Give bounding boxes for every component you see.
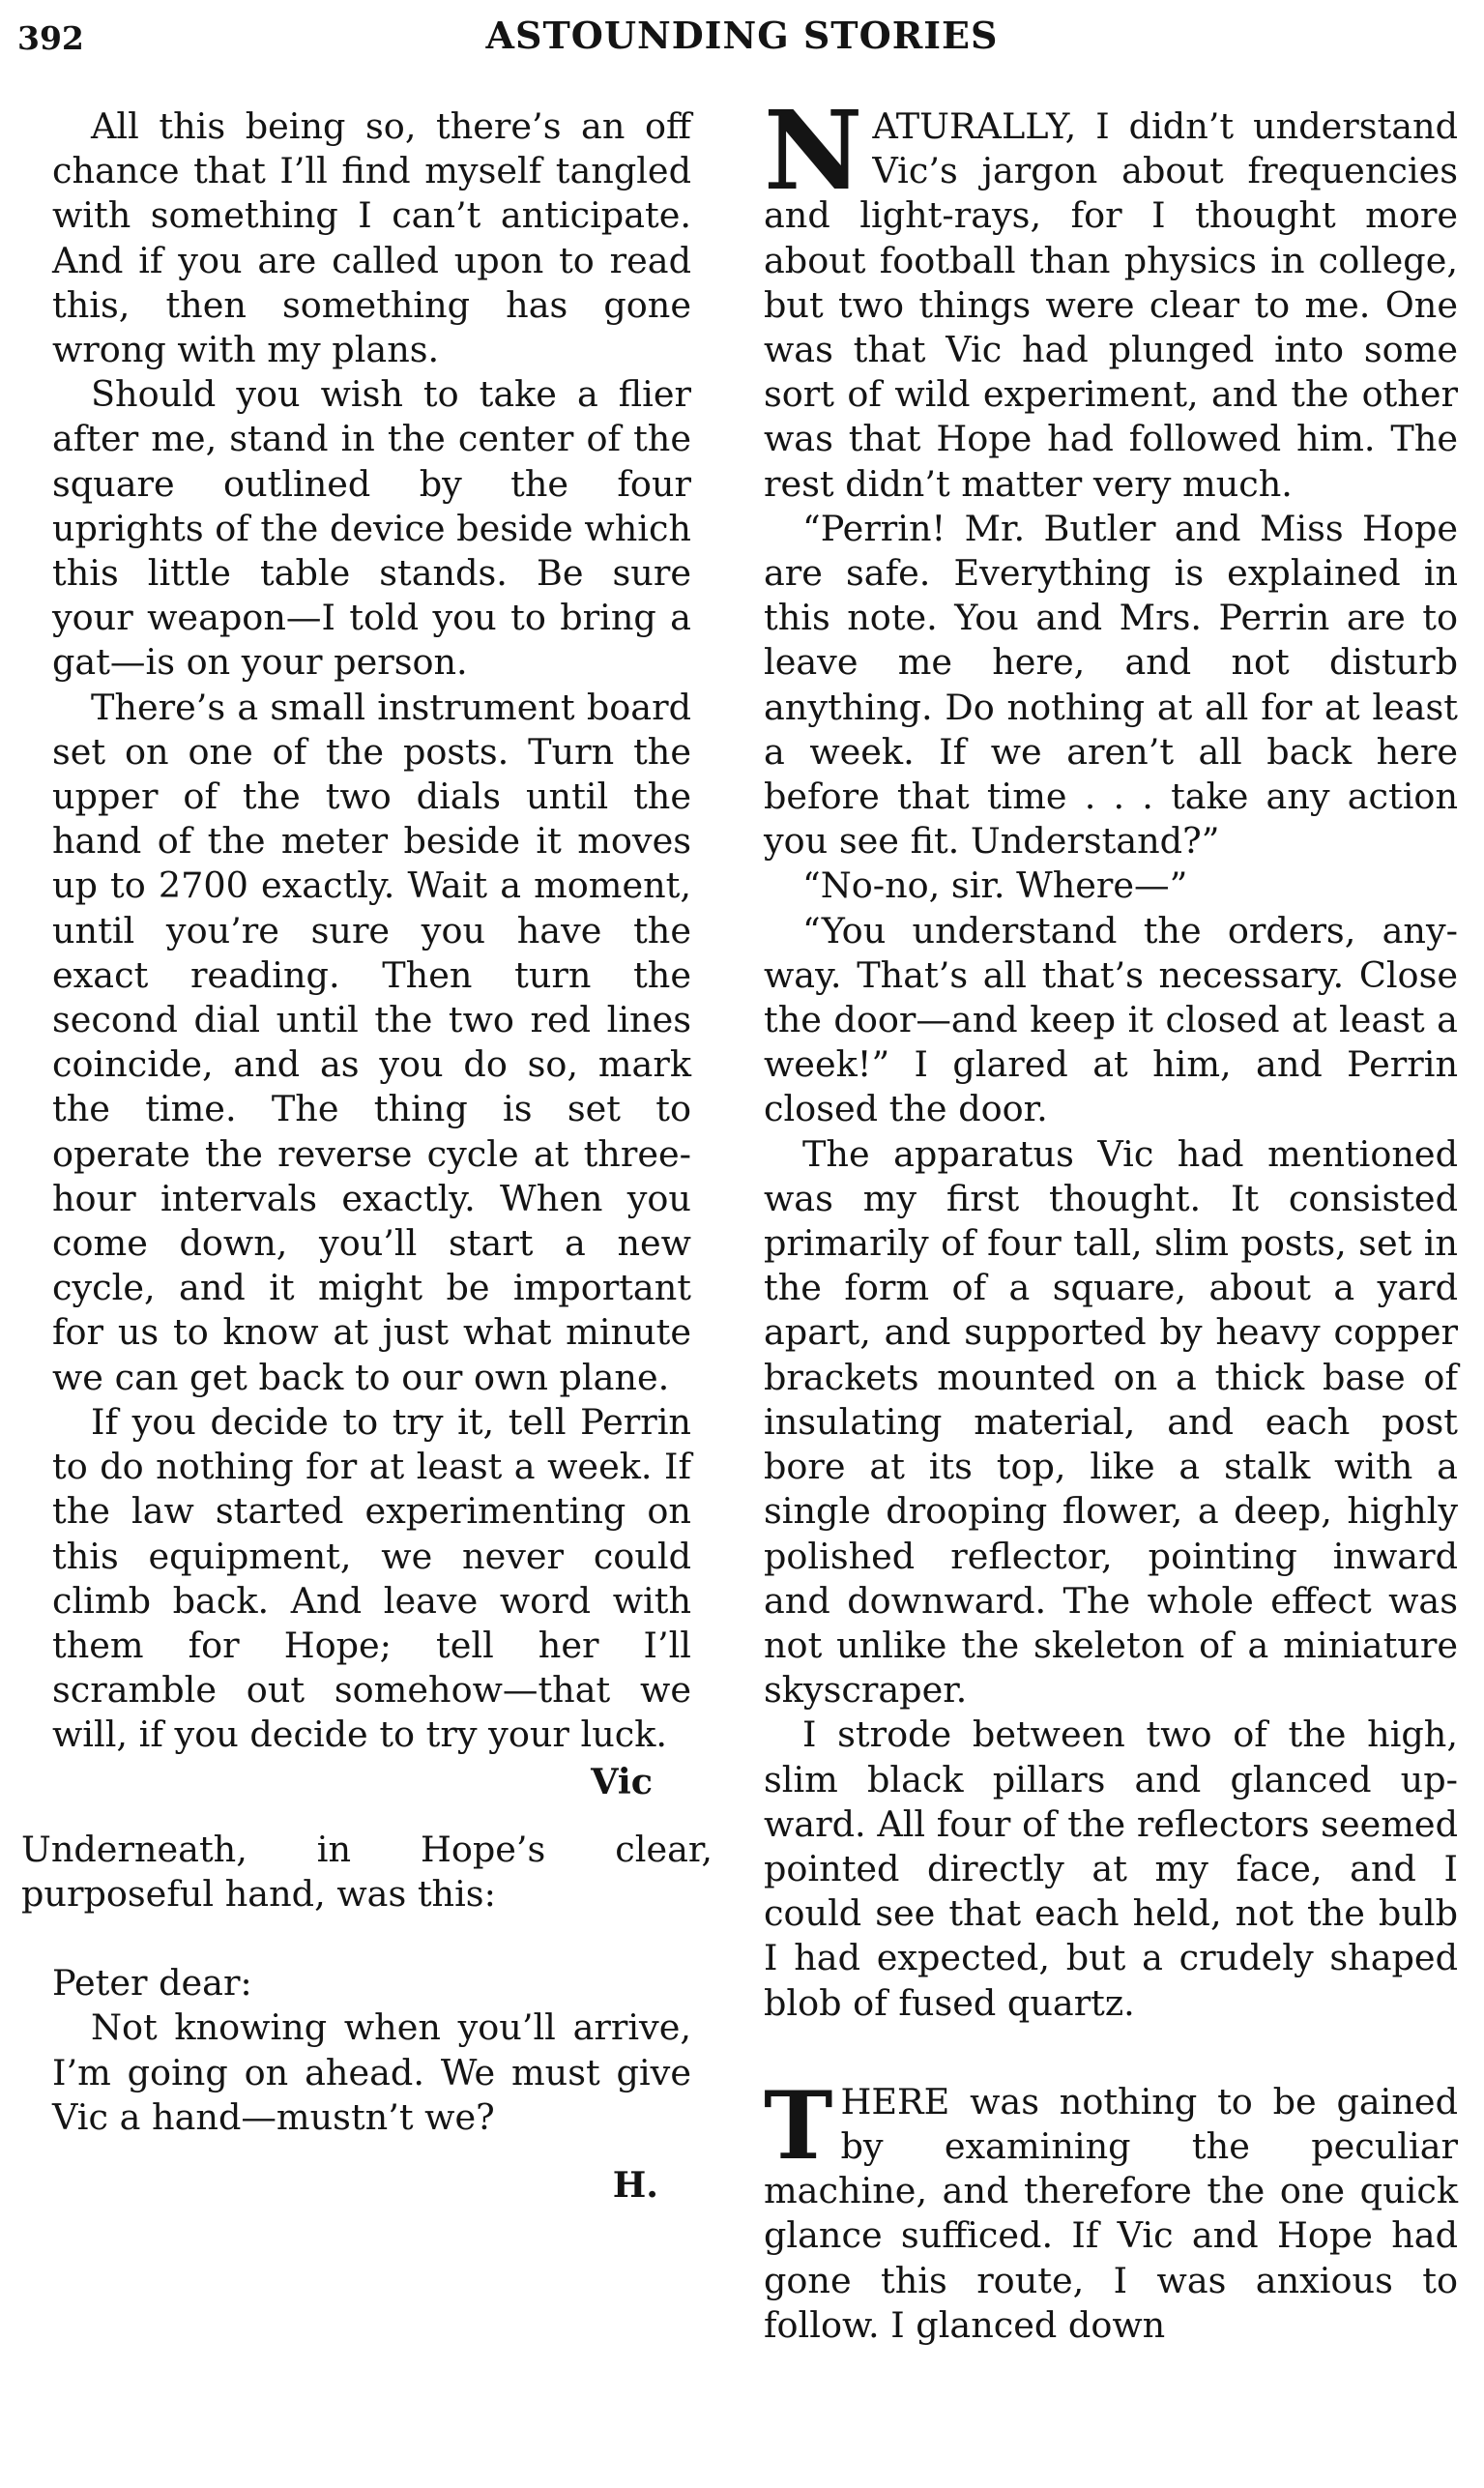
letter-paragraph: All this being so, there’s an off chance that I’ll find myself tangled with something I can’t anticipate. And if you are called upon to read this, then something has gone wrong with my plans. bbox=[52, 105, 691, 371]
note-paragraph: Not knowing when you’ll arrive, I’m going on ahead. We must give Vic a hand—mustn’t we? bbox=[52, 2006, 691, 2138]
section-opening-paragraph bbox=[764, 2070, 1458, 2348]
drop-cap: T bbox=[764, 2070, 833, 2181]
salutation: Peter dear: bbox=[52, 1962, 252, 2005]
narration-paragraph: Underneath, in Hope’s clear, purposeful hand, was this: bbox=[21, 1828, 713, 1915]
letter-paragraph: If you decide to try it, tell Perrin to do nothing for at least a week. If the law started experimenting on this equipment, we never could climb back. And leave word with them for Hope; tell her I’ll scramble out somehow—that we will, if you decide to try your luck. bbox=[52, 1400, 691, 1756]
page-header bbox=[0, 8, 1484, 66]
body-paragraph: I strode between two of the high, slim black pillars and glanced upward. All four of the reflectors seemed pointed directly at my face, and I could see that each held, not the bulb I had expected, but a crudely shaped blob of fused quartz. bbox=[764, 1713, 1458, 2024]
body-paragraph: The apparatus Vic had mentioned was my first thought. It consisted primarily of four tall, slim posts, set in the form of a square, about a yard apart, and supported by heavy copper brackets mounted on a thick base of insulating material, and each post bore at its top, like a stalk with a single drooping flower, a deep, highly polished reflector, pointing inward and downward. The whole effect was not unlike the skeleton of a miniature skyscraper. bbox=[764, 1132, 1458, 1712]
signature-h: H. bbox=[612, 2163, 658, 2206]
left-column bbox=[21, 104, 713, 2208]
letter-paragraph: There’s a small instrument board set on one of the posts. Turn the upper of the two dials until the hand of the meter beside it moves up to 2700 exactly. Wait a moment, until you’re sure you have the exact reading. Then turn the second dial until the two red lines coincide, and as you do so, mark the time. The thing is set to operate the reverse cycle at three-hour intervals exactly. When you come down, you’ll start a new cycle, and it might be important for us to know at just what minute we can get back to our own plane. bbox=[52, 686, 691, 1398]
hope-note bbox=[21, 1961, 713, 2208]
section-opening-paragraph bbox=[764, 88, 1458, 507]
body-paragraph: “No-no, sir. Where—” bbox=[802, 864, 1188, 907]
drop-cap: N bbox=[764, 88, 863, 215]
letter-paragraph: Should you wish to take a flier after me, stand in the center of the square outlined by the four uprights of the device beside which this little table stands. Be sure your weapon—I told you to bring a gat—is on your person. bbox=[52, 373, 691, 684]
section-lead-text: ATURALLY, I didn’t understand Vic’s jargon about frequencies and light-rays, for I thought more about football than physics in college, but two things were clear to me. One was that Vic had plunged into some sort of wild experiment, and the other was that Hope had followed him. The rest didn’t matter very much. bbox=[764, 105, 1458, 505]
body-paragraph: “Perrin! Mr. Butler and Miss Hope are safe. Everything is explained in this note. You and Mrs. Perrin are to leave me here, and not disturb anything. Do nothing at all for at least a week. If we aren’t all back here before that time . . . take any action you see fit. Understand?” bbox=[764, 507, 1458, 863]
right-column bbox=[764, 88, 1458, 2348]
vic-letter bbox=[21, 104, 713, 1804]
signature-vic: Vic bbox=[591, 1760, 653, 1802]
body-paragraph: “You understand the orders, anyway. That’s all that’s necessary. Close the door—and keep it closed at least a week!” I glared at him, and Perrin closed the door. bbox=[764, 909, 1458, 1130]
section-lead-text: HERE was nothing to be gained by examining the peculiar machine, and therefore the one quick glance sufficed. If Vic and Hope had gone this route, I was anxious to follow. I glanced down bbox=[764, 2080, 1458, 2346]
running-head: ASTOUNDING STORIES bbox=[485, 14, 999, 57]
page-number: 392 bbox=[17, 19, 84, 57]
